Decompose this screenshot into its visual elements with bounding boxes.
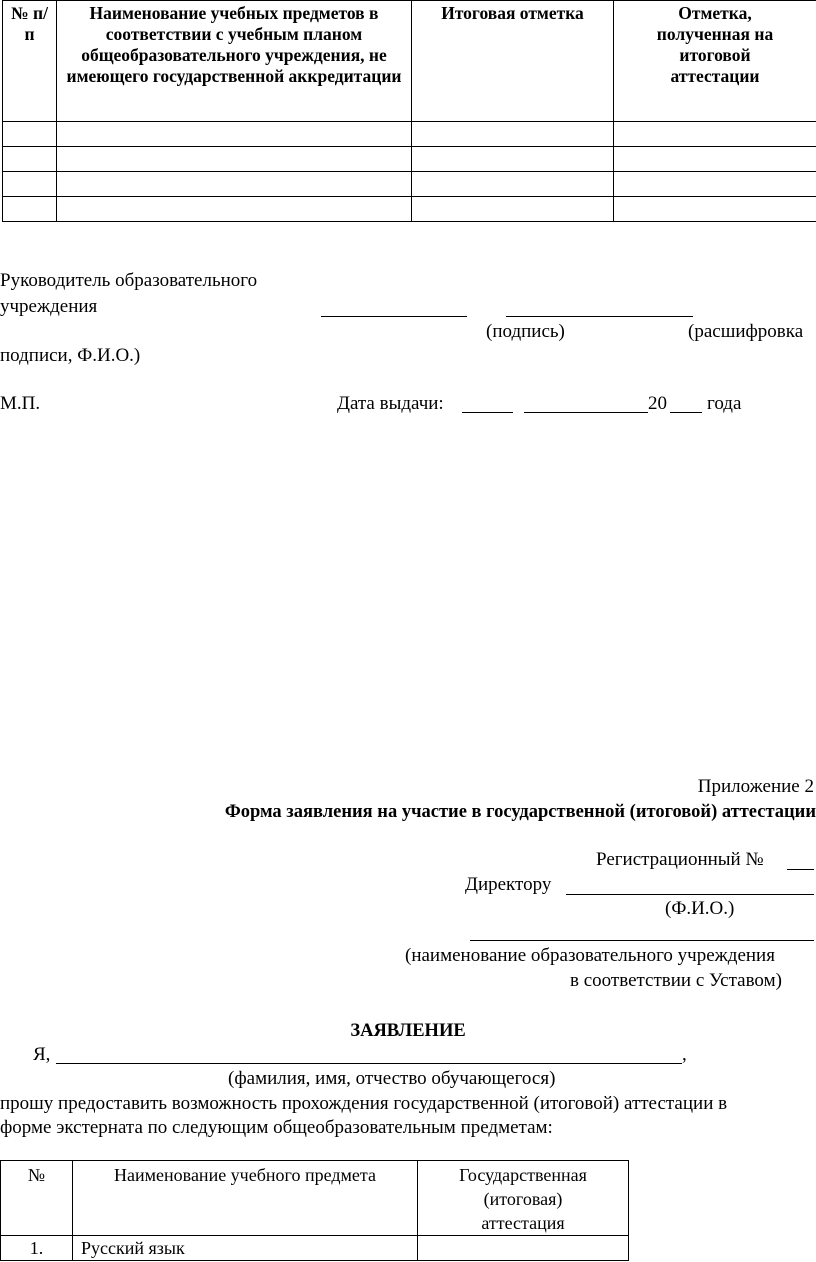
director-name-blank[interactable] (566, 874, 814, 895)
statement-comma: , (682, 1044, 687, 1065)
subjects-header-number: № (1, 1161, 73, 1236)
head-title-line2: учреждения (0, 296, 98, 317)
attestation-header-line3: аттестация (481, 1213, 565, 1233)
table-row (3, 197, 816, 222)
year-prefix: 20 (648, 393, 667, 414)
subjects-header-name: Наименование учебного предмета (73, 1161, 418, 1236)
subjects-table (0, 1160, 629, 1261)
row-number: 1. (1, 1236, 73, 1261)
appendix-label: Приложение 2 (697, 776, 814, 797)
grades-table-header-row (3, 1, 816, 122)
organization-caption-line1: (наименование образовательного учреждения (405, 945, 775, 966)
student-name-blank[interactable] (56, 1044, 682, 1064)
issue-date-label: Дата выдачи: (337, 393, 444, 414)
row-attestation[interactable] (418, 1236, 629, 1261)
attestation-header-line2: (итоговая) (483, 1189, 563, 1209)
stamp-label: М.П. (0, 393, 41, 414)
subjects-table-header-row (1, 1161, 629, 1236)
statement-body-line2: форме экстерната по следующим общеобразовательным предметам: (0, 1117, 553, 1138)
director-label: Директору (465, 874, 552, 895)
name-decode-blank[interactable] (506, 296, 693, 317)
date-month-blank[interactable] (524, 393, 648, 413)
signature-blank[interactable] (321, 296, 467, 317)
row-subject-name: Русский язык (73, 1236, 418, 1261)
year-suffix: года (707, 393, 742, 414)
table-row (1, 1236, 629, 1261)
attestation-header-line1: Государственная (459, 1165, 587, 1185)
table-row (3, 172, 816, 197)
table-row (3, 122, 816, 147)
statement-body-line1: прошу предоставить возможность прохождения государственной (итоговой) аттестации в (0, 1093, 728, 1114)
statement-i-prefix: Я, (33, 1044, 51, 1065)
organization-blank[interactable] (470, 922, 814, 941)
header-subject-name: Наименование учебных предметов в соответствии с учебным планом общеобразовательного учреждения, не имеющего государственной аккредитации (57, 1, 412, 122)
date-year-blank[interactable] (670, 393, 702, 413)
decode-caption-cont: подписи, Ф.И.О.) (0, 345, 141, 366)
table-row (3, 147, 816, 172)
header-number: № п/п (3, 1, 57, 122)
date-day-blank[interactable] (462, 393, 513, 413)
registration-number-label: Регистрационный № (596, 849, 764, 870)
head-title-line1: Руководитель образовательного (0, 270, 258, 291)
student-name-caption: (фамилия, имя, отчество обучающегося) (228, 1068, 556, 1089)
subjects-header-attestation (418, 1161, 629, 1236)
header-attestation-grade: Отметка, полученная на итоговой аттестации (614, 1, 816, 122)
decode-caption: (расшифровка (688, 321, 804, 342)
appendix-title: Форма заявления на участие в государственной (итоговой) аттестации (224, 802, 816, 822)
statement-heading: ЗАЯВЛЕНИЕ (350, 1021, 466, 1041)
organization-caption-line2: в соответствии с Уставом) (570, 970, 782, 991)
signature-caption: (подпись) (486, 321, 565, 342)
fio-caption: (Ф.И.О.) (665, 898, 735, 919)
header-final-grade: Итоговая отметка (412, 1, 614, 122)
registration-number-blank[interactable] (787, 849, 814, 870)
grades-table (2, 0, 816, 222)
